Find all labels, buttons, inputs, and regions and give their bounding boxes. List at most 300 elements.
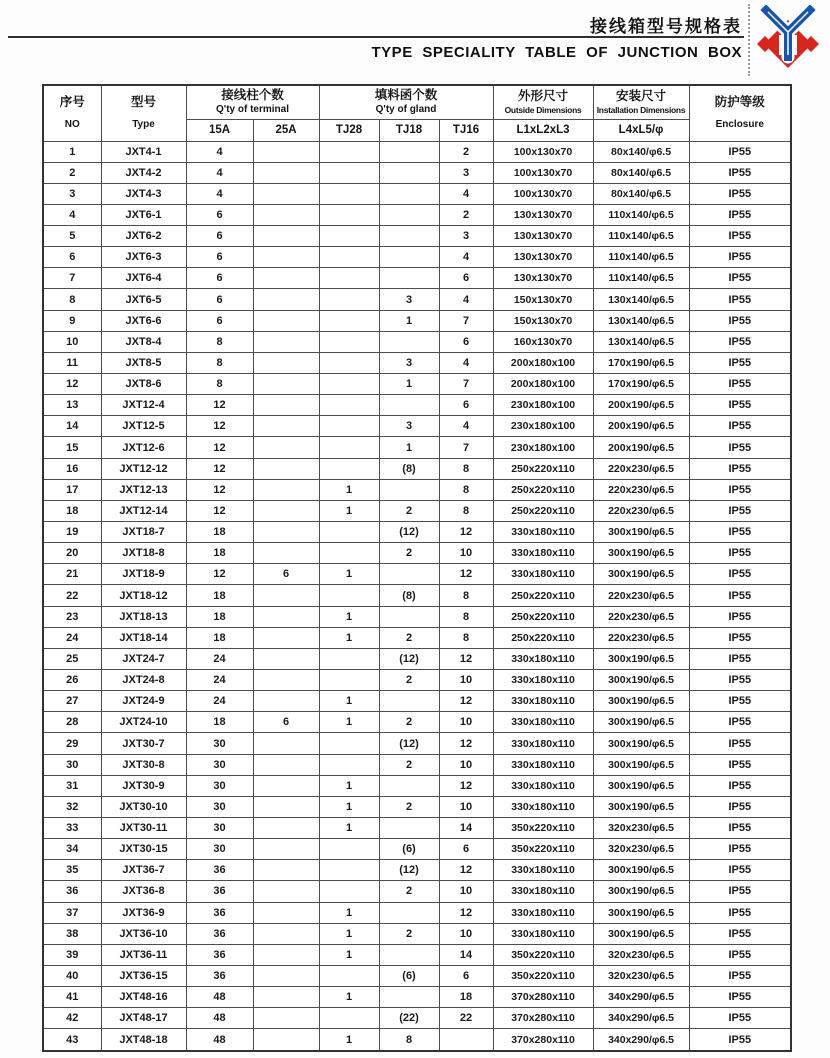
cell-installation-dimensions: 300x190/φ6.5: [593, 923, 689, 944]
table-row: [43, 627, 791, 648]
col-header-gland-en: Q'ty of gland: [375, 103, 437, 115]
cell-installation-dimensions: 300x190/φ6.5: [593, 902, 689, 923]
cell-type: JXT30-7: [101, 733, 186, 754]
cell-enclosure: IP55: [689, 500, 791, 521]
cell-enclosure: IP55: [689, 585, 791, 606]
cell-terminal-25a: [253, 1008, 319, 1029]
cell-gland-tj28: 1: [319, 944, 379, 965]
cell-outside-dimensions: 330x180x110: [493, 543, 593, 564]
cell-no: 25: [43, 648, 101, 669]
cell-type: JXT6-2: [101, 226, 186, 247]
cell-terminal-25a: [253, 204, 319, 225]
cell-installation-dimensions: 300x190/φ6.5: [593, 754, 689, 775]
cell-no: 1: [43, 141, 101, 162]
cell-enclosure: IP55: [689, 648, 791, 669]
cell-gland-tj28: [319, 585, 379, 606]
cell-installation-dimensions: 300x190/φ6.5: [593, 796, 689, 817]
cell-gland-tj28: [319, 141, 379, 162]
cell-gland-tj18: 3: [379, 352, 439, 373]
cell-outside-dimensions: 330x180x110: [493, 860, 593, 881]
cell-type: JXT30-8: [101, 754, 186, 775]
cell-terminal-25a: [253, 944, 319, 965]
cell-type: JXT12-5: [101, 416, 186, 437]
cell-terminal-25a: [253, 479, 319, 500]
cell-terminal-25a: [253, 1029, 319, 1051]
cell-terminal-25a: [253, 796, 319, 817]
cell-terminal-25a: [253, 754, 319, 775]
col-header-type: [101, 85, 186, 141]
cell-outside-dimensions: 250x220x110: [493, 458, 593, 479]
cell-gland-tj16: 10: [439, 670, 493, 691]
col-header-terminal-group: [186, 85, 319, 119]
cell-enclosure: IP55: [689, 437, 791, 458]
table-row: [43, 648, 791, 669]
cell-gland-tj28: 1: [319, 923, 379, 944]
cell-outside-dimensions: 370x280x110: [493, 1008, 593, 1029]
col-header-tj18: TJ18: [379, 119, 439, 141]
cell-installation-dimensions: 220x230/φ6.5: [593, 606, 689, 627]
cell-enclosure: IP55: [689, 733, 791, 754]
cell-enclosure: IP55: [689, 247, 791, 268]
cell-installation-dimensions: 110x140/φ6.5: [593, 247, 689, 268]
cell-installation-dimensions: 300x190/φ6.5: [593, 564, 689, 585]
cell-gland-tj16: 8: [439, 627, 493, 648]
cell-gland-tj18: [379, 268, 439, 289]
cell-enclosure: IP55: [689, 458, 791, 479]
cell-gland-tj16: 12: [439, 775, 493, 796]
cell-gland-tj18: [379, 987, 439, 1008]
cell-gland-tj18: (12): [379, 860, 439, 881]
cell-gland-tj16: 7: [439, 437, 493, 458]
col-header-no-cn: 序号: [59, 94, 85, 109]
cell-no: 17: [43, 479, 101, 500]
cell-installation-dimensions: 300x190/φ6.5: [593, 522, 689, 543]
page-title-chinese: 接线箱型号规格表: [590, 17, 742, 36]
cell-terminal-15a: 8: [186, 352, 253, 373]
cell-gland-tj28: 1: [319, 987, 379, 1008]
cell-installation-dimensions: 220x230/φ6.5: [593, 500, 689, 521]
table-row: [43, 902, 791, 923]
cell-gland-tj16: 8: [439, 458, 493, 479]
cell-no: 16: [43, 458, 101, 479]
cell-gland-tj18: 2: [379, 670, 439, 691]
cell-no: 12: [43, 374, 101, 395]
cell-outside-dimensions: 130x130x70: [493, 268, 593, 289]
cell-gland-tj18: 2: [379, 627, 439, 648]
cell-enclosure: IP55: [689, 839, 791, 860]
cell-gland-tj28: 1: [319, 479, 379, 500]
cell-terminal-25a: [253, 226, 319, 247]
cell-gland-tj18: 2: [379, 543, 439, 564]
cell-type: JXT30-11: [101, 818, 186, 839]
cell-installation-dimensions: 170x190/φ6.5: [593, 374, 689, 395]
cell-gland-tj18: [379, 395, 439, 416]
cell-type: JXT48-18: [101, 1029, 186, 1051]
col-header-installation-dimensions: [593, 85, 689, 119]
cell-enclosure: IP55: [689, 881, 791, 902]
cell-outside-dimensions: 100x130x70: [493, 183, 593, 204]
cell-terminal-15a: 12: [186, 564, 253, 585]
cell-type: JXT18-13: [101, 606, 186, 627]
cell-terminal-25a: [253, 289, 319, 310]
cell-no: 5: [43, 226, 101, 247]
cell-enclosure: IP55: [689, 796, 791, 817]
cell-type: JXT6-5: [101, 289, 186, 310]
cell-gland-tj18: [379, 226, 439, 247]
cell-enclosure: IP55: [689, 289, 791, 310]
cell-type: JXT48-16: [101, 987, 186, 1008]
cell-terminal-25a: [253, 691, 319, 712]
table-row: [43, 395, 791, 416]
cell-gland-tj28: [319, 839, 379, 860]
cell-terminal-15a: 30: [186, 839, 253, 860]
cell-gland-tj28: [319, 395, 379, 416]
cell-outside-dimensions: 130x130x70: [493, 226, 593, 247]
cell-terminal-15a: 36: [186, 965, 253, 986]
cell-no: 39: [43, 944, 101, 965]
cell-no: 27: [43, 691, 101, 712]
cell-gland-tj28: 1: [319, 712, 379, 733]
cell-no: 9: [43, 310, 101, 331]
cell-type: JXT36-8: [101, 881, 186, 902]
cell-terminal-15a: 30: [186, 754, 253, 775]
cell-gland-tj18: 2: [379, 754, 439, 775]
table-row: [43, 881, 791, 902]
col-header-l1l2l3: L1xL2xL3: [493, 119, 593, 141]
cell-gland-tj18: 8: [379, 1029, 439, 1051]
cell-gland-tj28: [319, 965, 379, 986]
cell-no: 30: [43, 754, 101, 775]
table-row: [43, 289, 791, 310]
cell-gland-tj16: 6: [439, 965, 493, 986]
cell-terminal-25a: [253, 268, 319, 289]
cell-gland-tj28: [319, 310, 379, 331]
cell-enclosure: IP55: [689, 416, 791, 437]
cell-gland-tj28: [319, 204, 379, 225]
cell-no: 38: [43, 923, 101, 944]
col-header-type-en: Type: [132, 119, 155, 131]
cell-gland-tj18: [379, 902, 439, 923]
cell-no: 22: [43, 585, 101, 606]
table-row: [43, 1008, 791, 1029]
cell-installation-dimensions: 220x230/φ6.5: [593, 585, 689, 606]
cell-enclosure: IP55: [689, 691, 791, 712]
cell-outside-dimensions: 350x220x110: [493, 839, 593, 860]
cell-type: JXT36-9: [101, 902, 186, 923]
cell-gland-tj16: 3: [439, 226, 493, 247]
cell-gland-tj28: 1: [319, 1029, 379, 1051]
col-header-install-cn: 安装尺寸: [616, 89, 667, 104]
cell-terminal-25a: [253, 141, 319, 162]
cell-no: 15: [43, 437, 101, 458]
cell-gland-tj16: 18: [439, 987, 493, 1008]
table-row: [43, 479, 791, 500]
cell-gland-tj16: 6: [439, 331, 493, 352]
cell-gland-tj16: 4: [439, 416, 493, 437]
col-header-15a: 15A: [186, 119, 253, 141]
table-row: [43, 204, 791, 225]
cell-gland-tj16: 10: [439, 796, 493, 817]
cell-installation-dimensions: 320x230/φ6.5: [593, 839, 689, 860]
cell-enclosure: IP55: [689, 183, 791, 204]
cell-terminal-25a: [253, 923, 319, 944]
cell-terminal-15a: 18: [186, 627, 253, 648]
cell-terminal-15a: 4: [186, 162, 253, 183]
cell-enclosure: IP55: [689, 965, 791, 986]
cell-type: JXT30-10: [101, 796, 186, 817]
cell-gland-tj16: 8: [439, 479, 493, 500]
cell-gland-tj18: 1: [379, 310, 439, 331]
cell-installation-dimensions: 110x140/φ6.5: [593, 268, 689, 289]
cell-gland-tj28: [319, 437, 379, 458]
cell-installation-dimensions: 80x140/φ6.5: [593, 183, 689, 204]
cell-terminal-25a: [253, 458, 319, 479]
table-row: [43, 860, 791, 881]
cell-gland-tj18: 1: [379, 437, 439, 458]
table-row: [43, 818, 791, 839]
cell-terminal-25a: [253, 627, 319, 648]
col-header-no: [43, 85, 101, 141]
cell-no: 11: [43, 352, 101, 373]
cell-terminal-15a: 6: [186, 226, 253, 247]
cell-no: 28: [43, 712, 101, 733]
cell-gland-tj16: 3: [439, 162, 493, 183]
cell-terminal-15a: 12: [186, 395, 253, 416]
cell-gland-tj18: [379, 247, 439, 268]
cell-no: 34: [43, 839, 101, 860]
cell-enclosure: IP55: [689, 352, 791, 373]
cell-installation-dimensions: 220x230/φ6.5: [593, 458, 689, 479]
cell-gland-tj18: (6): [379, 839, 439, 860]
cell-enclosure: IP55: [689, 226, 791, 247]
table-row: [43, 141, 791, 162]
cell-outside-dimensions: 330x180x110: [493, 754, 593, 775]
cell-type: JXT36-11: [101, 944, 186, 965]
table-row: [43, 247, 791, 268]
cell-outside-dimensions: 330x180x110: [493, 691, 593, 712]
table-header: [43, 85, 791, 141]
table-row: [43, 522, 791, 543]
cell-terminal-25a: [253, 247, 319, 268]
cell-no: 37: [43, 902, 101, 923]
cell-terminal-15a: 18: [186, 522, 253, 543]
cell-gland-tj28: [319, 162, 379, 183]
cell-outside-dimensions: 250x220x110: [493, 585, 593, 606]
cell-gland-tj18: 3: [379, 289, 439, 310]
cell-terminal-15a: 12: [186, 479, 253, 500]
cell-type: JXT36-10: [101, 923, 186, 944]
cell-no: 18: [43, 500, 101, 521]
cell-terminal-25a: [253, 183, 319, 204]
cell-gland-tj16: 6: [439, 268, 493, 289]
cell-gland-tj16: 12: [439, 691, 493, 712]
cell-type: JXT24-10: [101, 712, 186, 733]
cell-type: JXT8-6: [101, 374, 186, 395]
cell-gland-tj18: [379, 183, 439, 204]
cell-enclosure: IP55: [689, 670, 791, 691]
table-row: [43, 944, 791, 965]
cell-gland-tj16: 12: [439, 860, 493, 881]
cell-no: 8: [43, 289, 101, 310]
cell-type: JXT4-3: [101, 183, 186, 204]
cell-outside-dimensions: 230x180x100: [493, 395, 593, 416]
cell-terminal-15a: 18: [186, 585, 253, 606]
cell-gland-tj28: [319, 331, 379, 352]
cell-gland-tj18: [379, 204, 439, 225]
cell-type: JXT4-1: [101, 141, 186, 162]
cell-terminal-15a: 8: [186, 374, 253, 395]
cell-enclosure: IP55: [689, 1029, 791, 1051]
cell-installation-dimensions: 300x190/φ6.5: [593, 712, 689, 733]
cell-gland-tj28: [319, 543, 379, 564]
cell-installation-dimensions: 80x140/φ6.5: [593, 162, 689, 183]
cell-gland-tj16: 2: [439, 141, 493, 162]
cell-gland-tj28: 1: [319, 564, 379, 585]
cell-installation-dimensions: 320x230/φ6.5: [593, 965, 689, 986]
cell-enclosure: IP55: [689, 374, 791, 395]
cell-enclosure: IP55: [689, 860, 791, 881]
cell-type: JXT18-14: [101, 627, 186, 648]
cell-gland-tj18: [379, 944, 439, 965]
cell-installation-dimensions: 320x230/φ6.5: [593, 944, 689, 965]
cell-gland-tj16: 6: [439, 839, 493, 860]
cell-terminal-25a: [253, 670, 319, 691]
cell-no: 33: [43, 818, 101, 839]
table-row: [43, 437, 791, 458]
cell-outside-dimensions: 100x130x70: [493, 162, 593, 183]
cell-enclosure: IP55: [689, 141, 791, 162]
cell-outside-dimensions: 330x180x110: [493, 902, 593, 923]
cell-installation-dimensions: 320x230/φ6.5: [593, 818, 689, 839]
cell-terminal-25a: [253, 839, 319, 860]
cell-installation-dimensions: 300x190/φ6.5: [593, 775, 689, 796]
title-divider: [8, 36, 744, 38]
cell-no: 20: [43, 543, 101, 564]
cell-gland-tj28: [319, 754, 379, 775]
cell-no: 14: [43, 416, 101, 437]
cell-outside-dimensions: 230x180x100: [493, 437, 593, 458]
table-row: [43, 564, 791, 585]
cell-no: 29: [43, 733, 101, 754]
cell-terminal-15a: 36: [186, 860, 253, 881]
cell-gland-tj28: 1: [319, 627, 379, 648]
cell-gland-tj18: [379, 479, 439, 500]
cell-no: 2: [43, 162, 101, 183]
cell-gland-tj16: [439, 1029, 493, 1051]
table-row: [43, 965, 791, 986]
col-header-enclosure-cn: 防护等级: [714, 94, 765, 109]
cell-terminal-25a: [253, 162, 319, 183]
cell-enclosure: IP55: [689, 1008, 791, 1029]
cell-gland-tj16: 6: [439, 395, 493, 416]
col-header-gland-group: [319, 85, 493, 119]
cell-enclosure: IP55: [689, 775, 791, 796]
cell-type: JXT18-8: [101, 543, 186, 564]
cell-terminal-25a: [253, 648, 319, 669]
cell-terminal-15a: 4: [186, 141, 253, 162]
cell-installation-dimensions: 130x140/φ6.5: [593, 310, 689, 331]
cell-terminal-15a: 30: [186, 775, 253, 796]
cell-gland-tj28: [319, 733, 379, 754]
table-row: [43, 606, 791, 627]
table-row: [43, 839, 791, 860]
cell-outside-dimensions: 330x180x110: [493, 733, 593, 754]
cell-no: 42: [43, 1008, 101, 1029]
cell-no: 26: [43, 670, 101, 691]
cell-gland-tj16: 4: [439, 183, 493, 204]
cell-gland-tj28: [319, 522, 379, 543]
cell-gland-tj16: 4: [439, 352, 493, 373]
cell-terminal-25a: [253, 965, 319, 986]
cell-terminal-15a: 12: [186, 416, 253, 437]
cell-outside-dimensions: 200x180x100: [493, 352, 593, 373]
cell-terminal-15a: 48: [186, 1029, 253, 1051]
cell-type: JXT12-14: [101, 500, 186, 521]
cell-type: JXT30-15: [101, 839, 186, 860]
table-row: [43, 331, 791, 352]
cell-gland-tj28: 1: [319, 902, 379, 923]
cell-terminal-15a: 36: [186, 944, 253, 965]
cell-gland-tj28: [319, 268, 379, 289]
cell-no: 6: [43, 247, 101, 268]
cell-installation-dimensions: 80x140/φ6.5: [593, 141, 689, 162]
cell-no: 21: [43, 564, 101, 585]
cell-type: JXT12-6: [101, 437, 186, 458]
cell-no: 7: [43, 268, 101, 289]
col-header-outside-cn: 外形尺寸: [518, 89, 569, 104]
cell-gland-tj18: (8): [379, 458, 439, 479]
cell-outside-dimensions: 200x180x100: [493, 374, 593, 395]
cell-terminal-25a: [253, 733, 319, 754]
table-row: [43, 543, 791, 564]
col-header-gland-cn: 填料函个数: [374, 88, 438, 103]
cell-enclosure: IP55: [689, 564, 791, 585]
cell-outside-dimensions: 330x180x110: [493, 648, 593, 669]
cell-outside-dimensions: 230x180x100: [493, 416, 593, 437]
table-row: [43, 585, 791, 606]
cell-outside-dimensions: 150x130x70: [493, 289, 593, 310]
junction-box-spec-table: [42, 84, 792, 1052]
cell-gland-tj28: [319, 881, 379, 902]
cell-gland-tj18: [379, 818, 439, 839]
cell-installation-dimensions: 220x230/φ6.5: [593, 627, 689, 648]
cell-gland-tj18: (12): [379, 522, 439, 543]
cell-outside-dimensions: 100x130x70: [493, 141, 593, 162]
cell-gland-tj28: 1: [319, 691, 379, 712]
table-row: [43, 691, 791, 712]
cell-gland-tj28: [319, 860, 379, 881]
cell-type: JXT6-6: [101, 310, 186, 331]
cell-gland-tj28: [319, 1008, 379, 1029]
table-row: [43, 458, 791, 479]
cell-installation-dimensions: 300x190/φ6.5: [593, 733, 689, 754]
cell-gland-tj16: 10: [439, 881, 493, 902]
table-body: [43, 141, 791, 1051]
cell-terminal-25a: [253, 818, 319, 839]
cell-gland-tj28: [319, 352, 379, 373]
cell-enclosure: IP55: [689, 204, 791, 225]
table-row: [43, 374, 791, 395]
col-header-tj28: TJ28: [319, 119, 379, 141]
col-header-install-en: Installation Dimensions: [596, 104, 686, 115]
cell-type: JXT36-15: [101, 965, 186, 986]
cell-gland-tj16: 10: [439, 712, 493, 733]
cell-gland-tj18: (22): [379, 1008, 439, 1029]
cell-outside-dimensions: 330x180x110: [493, 775, 593, 796]
col-header-terminal-cn: 接线柱个数: [221, 88, 284, 103]
cell-enclosure: IP55: [689, 543, 791, 564]
cell-terminal-15a: 30: [186, 818, 253, 839]
